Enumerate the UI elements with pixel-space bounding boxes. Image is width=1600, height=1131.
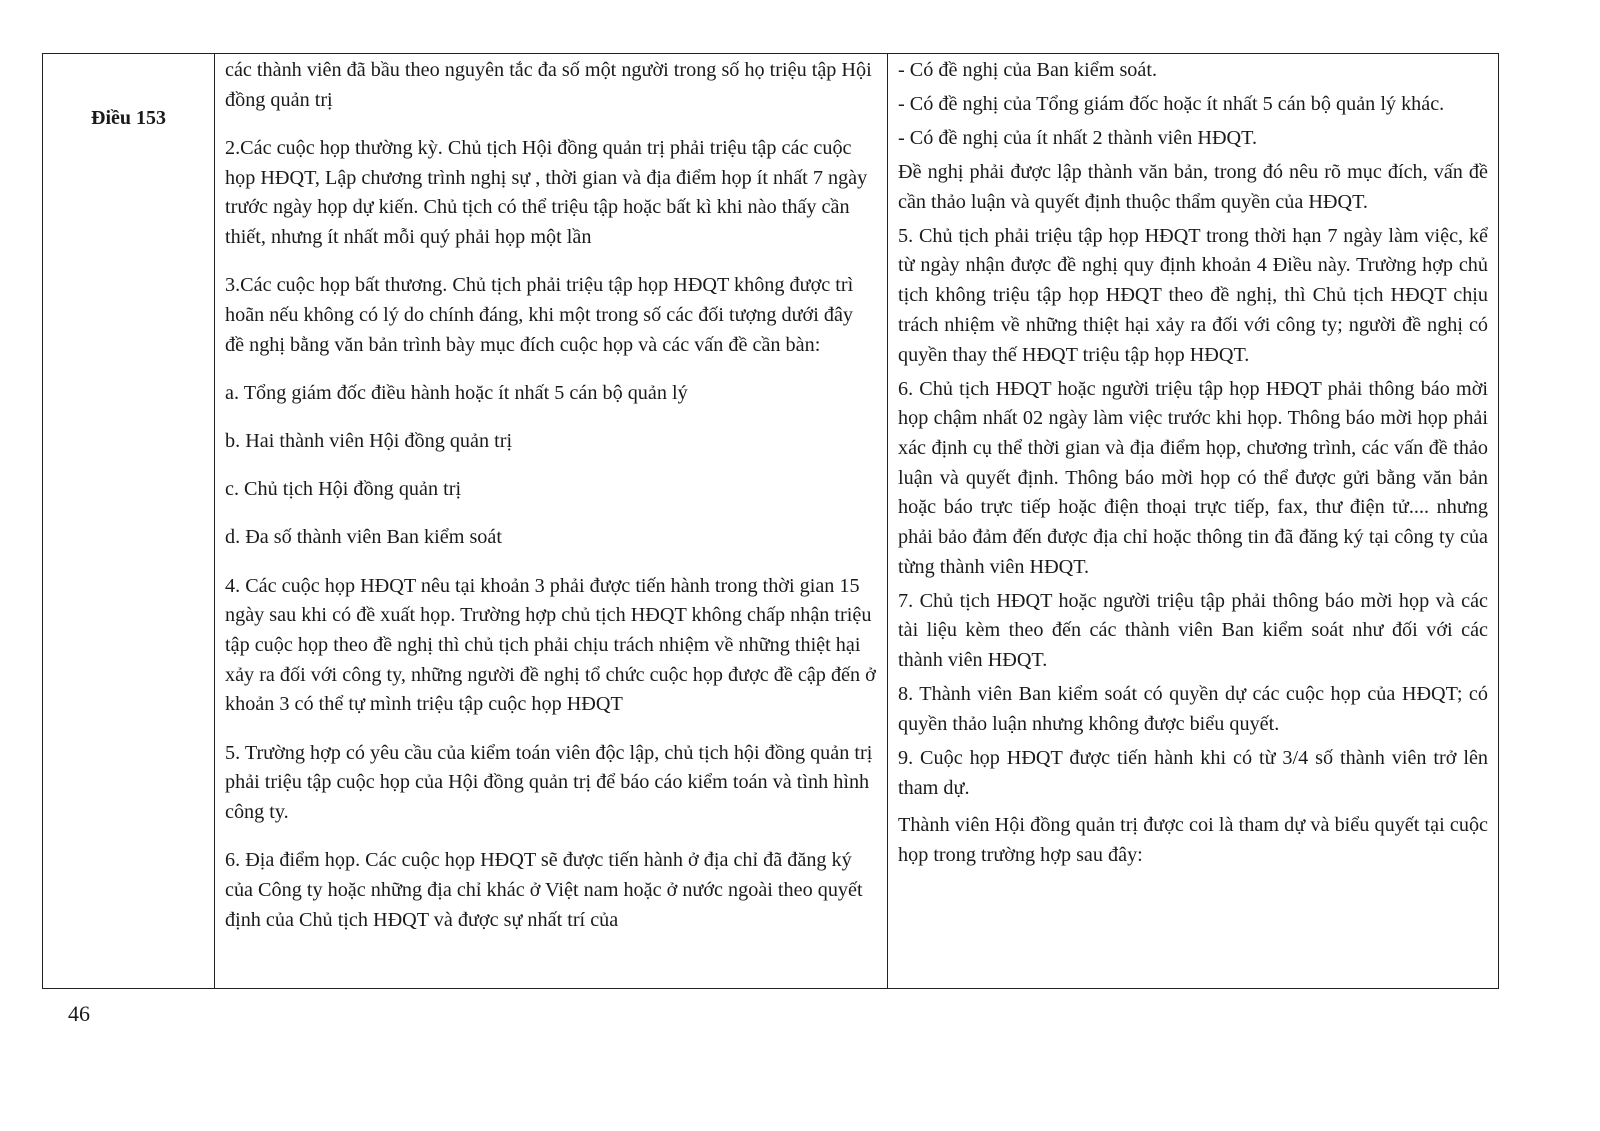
right-paragraph: Thành viên Hội đồng quản trị được coi là tham dự và biểu quyết tại cuộc họp trong trường hợp sau đây: <box>898 814 1488 866</box>
right-paragraph: - Có đề nghị của Tổng giám đốc hoặc ít nhất 5 cán bộ quản lý khác. <box>898 93 1445 115</box>
right-paragraph: 8. Thành viên Ban kiểm soát có quyền dự các cuộc họp của HĐQT; có quyền thảo luận nhưng không được biểu quyết. <box>898 683 1488 735</box>
right-paragraph: 7. Chủ tịch HĐQT hoặc người triệu tập phải thông báo mời họp và các tài liệu kèm theo đến các thành viên Ban kiểm soát như đối với các thành viên HĐQT. <box>898 589 1488 672</box>
right-paragraph: 5. Chủ tịch phải triệu tập họp HĐQT trong thời hạn 7 ngày làm việc, kể từ ngày nhận được đề nghị quy định khoản 4 Điều này. Trường hợp chủ tịch không triệu tập họp HĐQT theo đề nghị, thì Chủ tịch HĐQT chịu trách nhiệm về những thiệt hại xảy ra đối với công ty; người đề nghị có quyền thay thế HĐQT triệu tập họp HĐQT. <box>898 224 1488 366</box>
right-column-text <box>888 54 1498 871</box>
right-column-cell <box>888 54 1499 989</box>
left-paragraph: d. Đa số thành viên Ban kiểm soát <box>225 526 502 549</box>
right-paragraph: - Có đề nghị của Ban kiểm soát. <box>898 59 1158 81</box>
left-paragraph: 6. Địa điểm họp. Các cuộc họp HĐQT sẽ được tiến hành ở địa chỉ đã đăng ký của Công ty hoặc những địa chỉ khác ở Việt nam hoặc ở nước ngoài theo quyết định của Chủ tịch HĐQT và được sự nhất trí của <box>225 849 863 931</box>
left-column-text <box>215 54 887 935</box>
left-paragraph: 4. Các cuộc họp HĐQT nêu tại khoản 3 phải được tiến hành trong thời gian 15 ngày sau khi có đề xuất họp. Trường hợp chủ tịch HĐQT không chấp nhận triệu tập cuộc họp theo đề nghị thì chủ tịch phải chịu trách nhiệm về những thiệt hại xảy ra đối với công ty, những người đề nghị tổ chức cuộc họp được đề cập đến ở khoản 3 có thể tự mình triệu tập cuộc họp HĐQT <box>225 574 876 716</box>
article-cell <box>43 54 215 989</box>
left-paragraph: c. Chủ tịch Hội đồng quản trị <box>225 478 462 501</box>
right-paragraph: - Có đề nghị của ít nhất 2 thành viên HĐQT. <box>898 127 1257 149</box>
left-paragraph: a. Tổng giám đốc điều hành hoặc ít nhất 5 cán bộ quản lý <box>225 381 688 404</box>
left-paragraph: các thành viên đã bầu theo nguyên tắc đa số một người trong số họ triệu tập Hội đồng quản trị <box>225 59 872 111</box>
left-paragraph: 5. Trường hợp có yêu cầu của kiểm toán viên độc lập, chủ tịch hội đồng quản trị phải triệu tập cuộc họp của Hội đồng quản trị để báo cáo kiểm toán và tình hình công ty. <box>225 741 873 824</box>
document-table <box>42 53 1499 989</box>
right-paragraph: 6. Chủ tịch HĐQT hoặc người triệu tập họp HĐQT phải thông báo mời họp chậm nhất 02 ngày làm việc trước khi họp. Thông báo mời họp phải xác định cụ thể thời gian và địa điểm họp, chương trình, các vấn đề thảo luận và quyết định. Thông báo mời họp có thể được gửi bằng văn bản hoặc báo trực tiếp hoặc điện thoại trực tiếp, fax, thư điện tử.... nhưng phải bảo đảm đến được địa chỉ hoặc thông tin đã đăng ký tại công ty của từng thành viên HĐQT. <box>898 377 1488 578</box>
table-row <box>43 54 1499 989</box>
left-paragraph: 2.Các cuộc họp thường kỳ. Chủ tịch Hội đồng quản trị phải triệu tập các cuộc họp HĐQT, Lập chương trình nghị sự , thời gian và địa điểm họp ít nhất 7 ngày trước ngày họp dự kiến. Chủ tịch có thể triệu tập hoặc bất kì khi nào thấy cần thiết, nhưng ít nhất mỗi quý phải họp một lần <box>225 136 868 249</box>
left-column-cell <box>215 54 888 989</box>
left-paragraph: b. Hai thành viên Hội đồng quản trị <box>225 430 513 453</box>
right-paragraph: 9. Cuộc họp HĐQT được tiến hành khi có từ 3/4 số thành viên trở lên tham dự. <box>898 746 1488 799</box>
left-paragraph: 3.Các cuộc họp bất thương. Chủ tịch phải triệu tập họp HĐQT không được trì hoãn nếu không có lý do chính đáng, khi một trong số các đối tượng dưới đây đề nghị bằng văn bản trình bày mục đích cuộc họp và các vấn đề cần bàn: <box>225 274 854 356</box>
article-label: Điều 153 <box>91 107 166 129</box>
page-number: 46 <box>68 1001 90 1026</box>
right-paragraph: Đề nghị phải được lập thành văn bản, trong đó nêu rõ mục đích, vấn đề cần thảo luận và quyết định thuộc thẩm quyền của HĐQT. <box>898 161 1488 213</box>
